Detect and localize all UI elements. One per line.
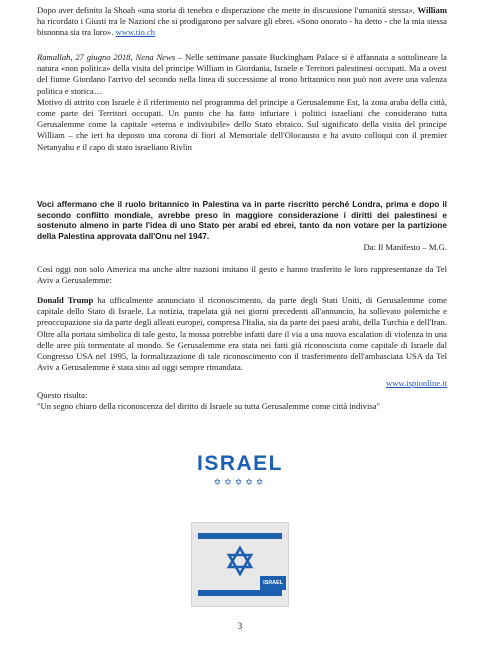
israel-flag-image [191,522,289,607]
paragraph-nations: Così oggi non solo America ma anche altre nazioni imitano il gesto e hanno trasferito le loro rappresentanze da Tel Aviv a Gerusalemme: [37,264,447,286]
name-donald-trump: Donald Trump [37,295,94,305]
source-link-ispionline[interactable]: www.ispionline.it [385,378,447,388]
paragraph-text: – Nelle settimane passate Buckingham Palace si è affannata a sottolineare la natura «non politica» della visita del principe William in Giordania, Israele e Territori palestinesi occupati. Ma a ovest del fiume Giordano l'arrivo del secondo nella linea di successione al trono britannico non può non avere una valenza politica e storica… [37,52,447,96]
israel-flag-graphic [192,523,288,606]
paragraph-ramallah [37,52,447,153]
paragraph-text: ha ufficalmente annunciato il riconoscimento, da parte degli Stati Uniti, di Gerusalemme come capitale dello Stato di Israele. La notizia, trapelata già nei giorni precedenti all'annuncio, ha sollevato polemiche e preoccupazione sia da parte degli alleati europei, compresa l'Italia, sia da parte dei paesi arabi, della Turchia e dell'Iran. Oltre alla portata simbolica di tale gesto, la mossa potrebbe infatti dare il via a una nuova escalation di violenza in una delle aree più tormentate al mondo. Se Gerusalemme era stata nei fatti già riconosciuta come capitale di Israele dal Congresso USA nel 1995, la formalizzazione di tale riconoscimento con il trasferimento dell'ambasciata USA da Tel Aviv a Gerusalemme è stata sino ad oggi sempre rimandata. [37,295,447,373]
paragraph-shoah-quote [37,5,447,39]
israel-logo [185,452,295,488]
star-of-david-icon [229,548,251,574]
name-william: William [417,5,447,15]
paragraph-trump [37,295,447,373]
source-attribution: Da: Il Manifesto – M.G. [363,242,447,252]
paragraph-bold-rumors: Voci affermano che il ruolo britannico in Palestina va in parte riscritto perché Londra, prima e dopo il secondo conflitto mondiale, avrebbe preso in maggiore considerazione i diritti dei palestinesi e sostenuto almeno in parte l'idea di uno Stato per arabi ed ebrei, tanto da non votare per la partizione della Palestina approvata dall'Onu nel 1947. [37,199,447,241]
result-quote: "Un segno chiaro della riconoscenza del diritto di Israele su tutta Gerusalemme come città indivisa" [37,401,381,412]
source-link-tio[interactable]: www.tio.ch [115,27,156,38]
flag-label: ISRAEL [260,576,286,590]
paragraph-text: Dopo aver definito la Shoah «una storia di tenebra e disperazione che mette in discussione l'umanità stessa», [37,5,418,15]
result-block [37,390,447,412]
page-number: 3 [237,621,243,631]
dateline: Ramallah, 27 giugno 2018, Nena News [37,52,176,62]
paragraph-text: ha ricordato i Giusti tra le Nazioni che si prodigarono per salvare gli ebrei. «Sono onorato - ha detto - che la mia stessa bisnonna sia tra loro». [37,16,447,38]
paragraph-ramallah-lead [37,52,447,97]
paragraph-ramallah-continuation: Motivo di attrito con Israele è il riferimento nel programma del principe a Gerusalemme Est, la zona araba della città, come parte dei Territori occupati. Un punto che ha fatto infuriare i politici israeliani che considerano tutta Gerusalemme come la capitale «eterna e indivisibile» dello Stato ebraico. Sul significato della visita del principe William – che ieri ha deposto una corona di fiori al Memoriale dell'Olocausto e ha avuto colloqui con il premier Netanyahu e il capo di stato israeliano Rivlin [37,96,447,152]
israel-logo-word: ISRAEL [196,452,283,475]
star-of-david-icon: ✡✡✡✡✡ [213,477,267,487]
flag-stripe-bottom [198,590,282,596]
flag-stripe-top [198,533,282,539]
result-label: Questo risulta: [37,390,88,400]
